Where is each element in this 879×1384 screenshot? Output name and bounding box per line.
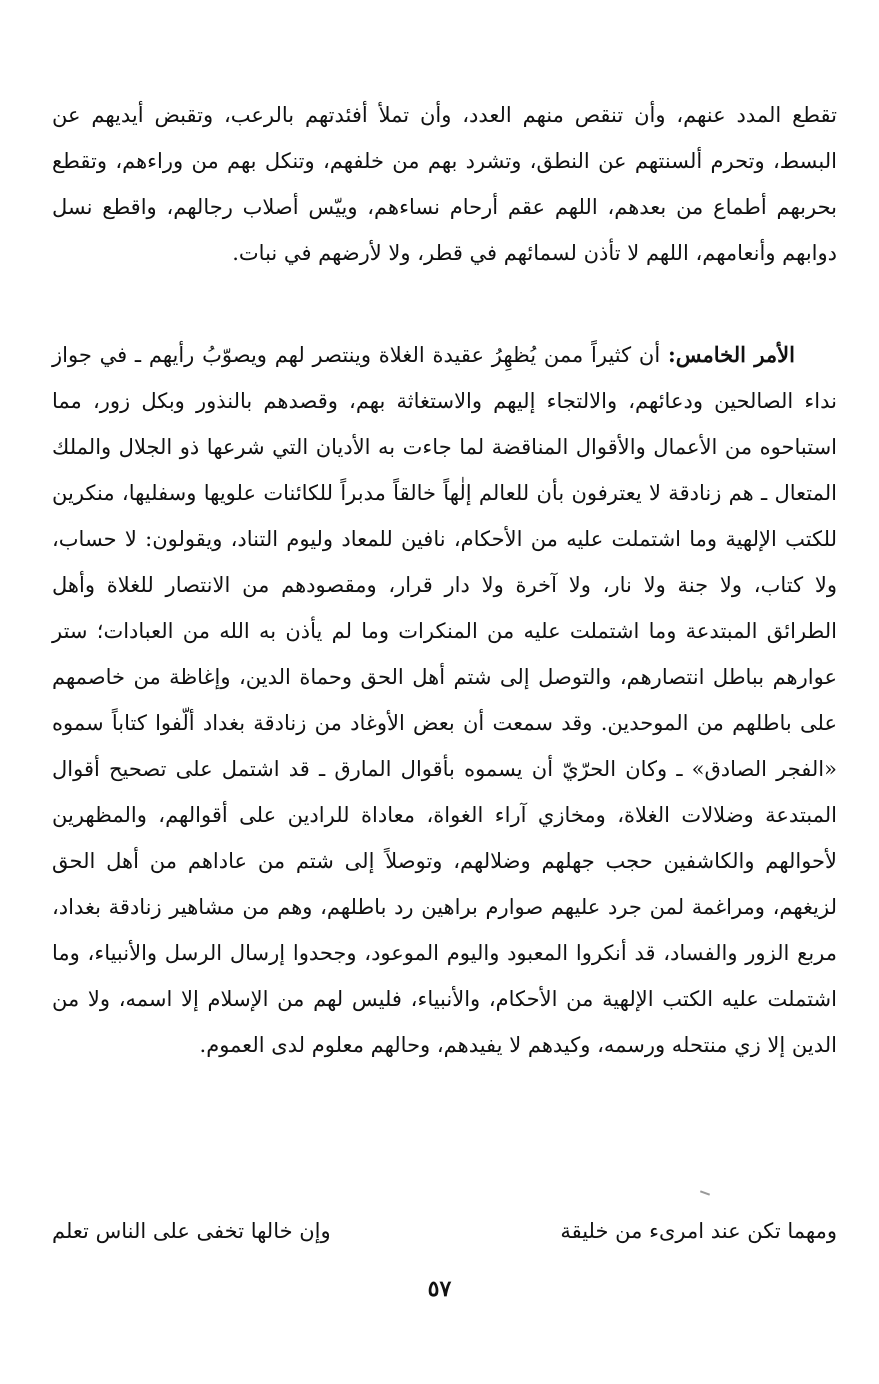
paragraph-2 <box>52 332 837 1068</box>
paragraph-2-body: أن كثيراً ممن يُظهِرُ عقيدة الغلاة وينتصر لهم ويصوّبُ رأيهم ـ في جواز نداء الصالحين ودعائهم، والالتجاء إليهم والاستغاثة بهم، وقصدهم بالنذور وبكل زور، مما استباحوه من الأعمال والأقوال المناقضة لما جاءت به الأديان التي شرعها ذو الجلال والملك المتعال ـ هم زنادقة لا يعترفون بأن للعالم إلٰهاً خالقاً مدبراً للكائنات علويها وسفليها، منكرين للكتب الإلهية وما اشتملت عليه من الأحكام، نافين للمعاد وليوم التناد، ويقولون: لا حساب، ولا كتاب، ولا جنة ولا نار، ولا آخرة ولا دار قرار، ومقصودهم من الانتصار للغلاة وأهل الطرائق المبتدعة وما اشتملت عليه من المنكرات وما لم يأذن به الله من العبادات؛ ستر عوارهم بباطل انتصارهم، والتوصل إلى شتم أهل الحق وحماة الدين، وإغاظة من خاصمهم على باطلهم من الموحدين. وقد سمعت أن بعض الأوغاد من زنادقة بغداد ألّفوا كتاباً سموه «الفجر الصادق» ـ وكان الحرّيّ أن يسموه بأقوال المارق ـ قد اشتمل على تصحيح أقوال المبتدعة وضلالات الغلاة، ومخازي آراء الغواة، معاداة للرادين على أقوالهم، والمظهرين لأحوالهم والكاشفين حجب جهلهم وضلالهم، وتوصلاً إلى شتم من عاداهم من أهل الحق لزيغهم، ومراغمة لمن جرد عليهم صوارم براهين رد باطلهم، وهم من مشاهير زنادقة بغداد، مربع الزور والفساد، قد أنكروا المعبود واليوم الموعود، وجحدوا إرسال الرسل والأنبياء، وما اشتملت عليه الكتب الإلهية من الأحكام، والأنبياء، فليس لهم من الإسلام إلا اسمه، ولا من الدين إلا زي منتحله ورسمه، وكيدهم لا يفيدهم، وحالهم معلوم لدى العموم. <box>52 343 837 1057</box>
verse-second-hemistich: وإن خالها تخفى على الناس تعلم <box>52 1219 331 1243</box>
page-number: ٥٧ <box>427 1276 452 1302</box>
paragraph-1: تقطع المدد عنهم، وأن تنقص منهم العدد، وأن تملأ أفئدتهم بالرعب، وتقبض أيديهم عن البسط، وتحرم ألسنتهم عن النطق، وتشرد بهم من خلفهم، وتنكل بهم من وراءهم، وتقطع بحربهم أطماع من بعدهم، اللهم عقم أرحام نساءهم، وييّس أصلاب رجالهم، واقطع نسل دوابهم وأنعامهم، اللهم لا تأذن لسمائهم في قطر، ولا لأرضهم في نبات. <box>52 103 837 265</box>
poetry-verse <box>52 1208 837 1254</box>
verse-first-hemistich: ومهما تكن عند امرىء من خليقة <box>560 1219 837 1243</box>
section-heading: الأمر الخامس: <box>667 342 795 367</box>
decorative-mark <box>700 1190 710 1195</box>
